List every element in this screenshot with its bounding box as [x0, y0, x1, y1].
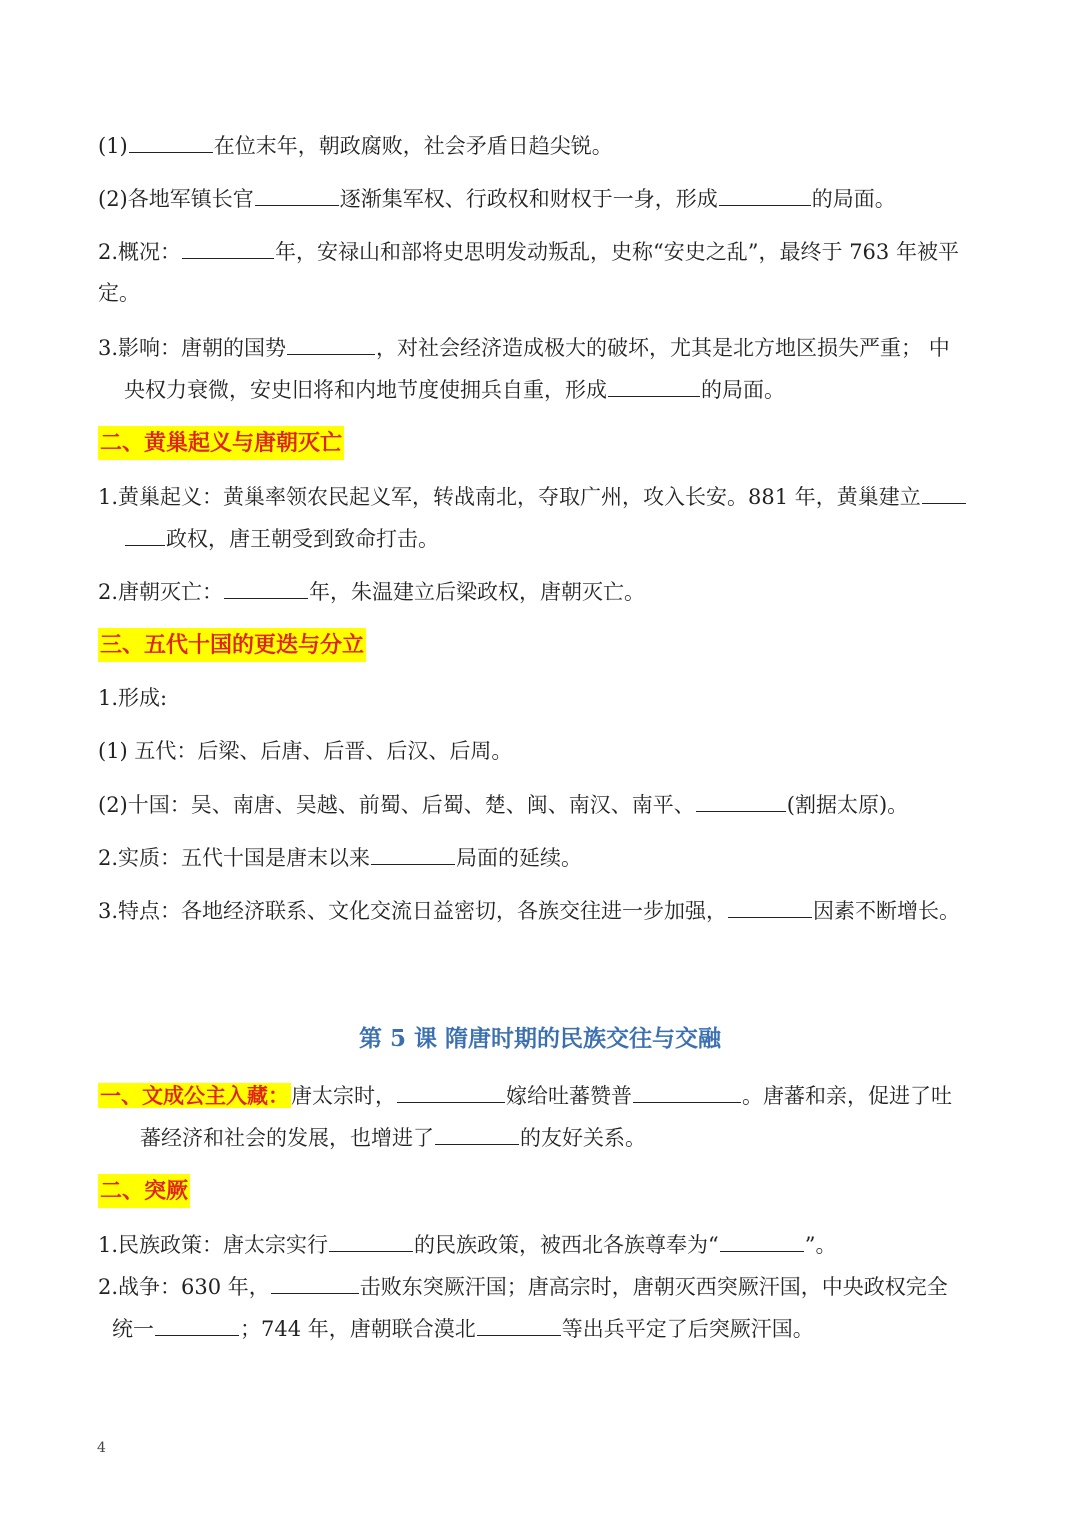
- line-text: 2.概况：: [98, 240, 182, 264]
- line-text: (1) 五代：后梁、后唐、后晋、后汉、后周。: [98, 739, 513, 763]
- line-text: 局面的延续。: [456, 846, 583, 870]
- text-line: [98, 130, 613, 161]
- line-text: ”。: [804, 1233, 837, 1257]
- text-line: [112, 1313, 814, 1344]
- fill-blank[interactable]: [397, 1080, 505, 1103]
- fill-blank[interactable]: [287, 332, 375, 355]
- text-line: [98, 736, 512, 766]
- fill-blank[interactable]: [435, 1122, 519, 1145]
- section-heading: 二、突厥: [98, 1174, 190, 1208]
- line-text: (1): [98, 134, 128, 158]
- fill-blank[interactable]: [720, 1229, 804, 1252]
- text-line: [98, 481, 967, 512]
- line-text: 3.影响：唐朝的国势: [98, 336, 287, 360]
- line-text: (割据太原)。: [786, 793, 909, 817]
- fill-blank[interactable]: [719, 183, 811, 206]
- line-text: 的友好关系。: [520, 1126, 646, 1150]
- line-text: 1.黄巢起义：黄巢率领农民起义军，转战南北，夺取广州，攻入长安。881 年，黄巢建立: [98, 485, 921, 509]
- line-text: 定。: [98, 281, 140, 305]
- line-text: 在位末年，朝政腐败，社会矛盾日趋尖锐。: [213, 134, 613, 158]
- text-line: [98, 278, 140, 308]
- page-number: 4: [97, 1440, 106, 1456]
- text-line: [98, 1229, 837, 1260]
- text-line: [98, 683, 167, 713]
- line-text: 因素不断增长。: [813, 899, 961, 923]
- line-text: 2.实质：五代十国是唐末以来: [98, 846, 371, 870]
- line-text: 嫁给吐蕃赞普: [506, 1084, 632, 1108]
- text-line: [140, 1122, 646, 1153]
- line-text: 的民族政策，被西北各族尊奉为“: [414, 1233, 719, 1257]
- fill-blank[interactable]: [477, 1313, 561, 1336]
- text-line: [98, 789, 908, 820]
- line-text: 唐太宗时，: [291, 1084, 396, 1108]
- fill-blank[interactable]: [608, 374, 700, 397]
- section-heading: 二、黄巢起义与唐朝灭亡: [98, 426, 344, 460]
- fill-blank[interactable]: [182, 236, 274, 259]
- line-text: 2.战争：630 年，: [98, 1275, 270, 1299]
- text-line: [98, 236, 959, 267]
- section-heading: 一、文成公主入藏：: [100, 1083, 289, 1108]
- line-text: (2)十国：吴、南唐、吴越、前蜀、后蜀、楚、闽、南汉、南平、: [98, 793, 695, 817]
- text-line: [124, 523, 439, 554]
- line-text: 的局面。: [811, 187, 896, 211]
- fill-blank[interactable]: [271, 1271, 359, 1294]
- line-text: ，对社会经济造成极大的破坏，尤其是北方地区损失严重； 中: [376, 336, 950, 360]
- line-text: 的局面。: [701, 378, 785, 402]
- fill-blank[interactable]: [922, 481, 966, 504]
- text-line: [98, 183, 896, 214]
- text-line: [98, 1271, 948, 1302]
- fill-blank[interactable]: [129, 130, 213, 153]
- line-text: 等出兵平定了后突厥汗国。: [561, 1317, 814, 1341]
- text-line: [98, 1080, 952, 1111]
- line-text: 政权，唐王朝受到致命打击。: [166, 527, 439, 551]
- fill-blank[interactable]: [255, 183, 339, 206]
- line-text: 蕃经济和社会的发展，也增进了: [140, 1126, 434, 1150]
- fill-blank[interactable]: [155, 1313, 239, 1336]
- line-text: 1.民族政策：唐太宗实行: [98, 1233, 329, 1257]
- line-text: 。唐蕃和亲，促进了吐: [742, 1084, 952, 1108]
- line-text: 统一: [112, 1317, 154, 1341]
- text-line: [124, 374, 785, 405]
- text-line: [98, 576, 645, 607]
- line-text: 1.形成:: [98, 686, 168, 710]
- fill-blank[interactable]: [329, 1229, 413, 1252]
- fill-blank[interactable]: [371, 842, 455, 865]
- text-line: [98, 842, 582, 873]
- fill-blank[interactable]: [728, 895, 812, 918]
- line-text: 击败东突厥汗国；唐高宗时，唐朝灭西突厥汗国，中央政权完全: [359, 1275, 948, 1299]
- line-text: 3.特点：各地经济联系、文化交流日益密切，各族交往进一步加强，: [98, 899, 728, 923]
- line-text: 年，安禄山和部将史思明发动叛乱，史称“安史之乱”，最终于 763 年被平: [275, 240, 959, 264]
- line-text: ；744 年，唐朝联合漠北: [240, 1317, 476, 1341]
- fill-blank[interactable]: [696, 789, 786, 812]
- line-text: 年，朱温建立后梁政权，唐朝灭亡。: [309, 580, 646, 604]
- line-text: 逐渐集军权、行政权和财权于一身，形成: [339, 187, 718, 211]
- text-line: [98, 895, 960, 926]
- text-line: [98, 332, 950, 363]
- fill-blank[interactable]: [633, 1080, 741, 1103]
- fill-blank[interactable]: [224, 576, 308, 599]
- line-text: 央权力衰微，安史旧将和内地节度使拥兵自重，形成: [124, 378, 607, 402]
- fill-blank[interactable]: [125, 523, 165, 546]
- section-heading: 三、五代十国的更迭与分立: [98, 628, 366, 662]
- lesson-title: 第 5 课 隋唐时期的民族交往与交融: [358, 1025, 722, 1052]
- line-text: 2.唐朝灭亡：: [98, 580, 224, 604]
- line-text: (2)各地军镇长官: [98, 187, 254, 211]
